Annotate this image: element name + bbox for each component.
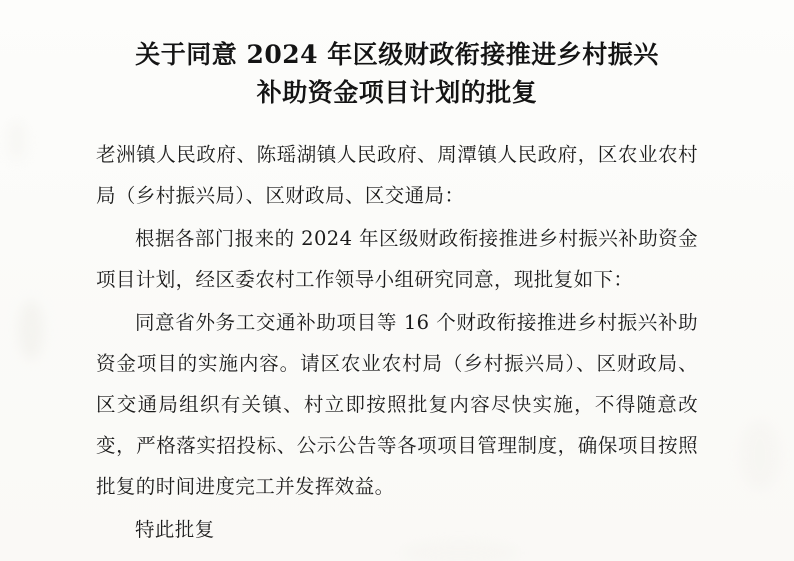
page-title [96,36,698,112]
paragraph-addressees: 老洲镇人民政府、陈瑶湖镇人民政府、周潭镇人民政府，区农业农村局（乡村振兴局）、区财政局、区交通局： [96,143,698,207]
document-body [96,134,698,550]
paragraph-closing: 特此批复 [135,518,215,541]
paragraph-approval: 同意省外务工交通补助项目等 16 个财政衔接推进乡村振兴补助资金项目的实施内容。请区农业农村局（乡村振兴局）、区财政局、区交通局组织有关镇、村立即按照批复内容尽快实施，不得随意改变，严格落实招投标、公示公告等各项项目管理制度，确保项目按照批复的时间进度完工并发挥效益。 [96,311,698,498]
page-title-line-2: 补助资金项目计划的批复 [256,78,538,107]
paragraph-basis: 根据各部门报来的 2024 年区级财政衔接推进乡村振兴补助资金项目计划，经区委农村工作领导小组研究同意，现批复如下： [96,227,698,291]
page-title-line-1: 关于同意 2024 年区级财政衔接推进乡村振兴 [135,40,659,69]
